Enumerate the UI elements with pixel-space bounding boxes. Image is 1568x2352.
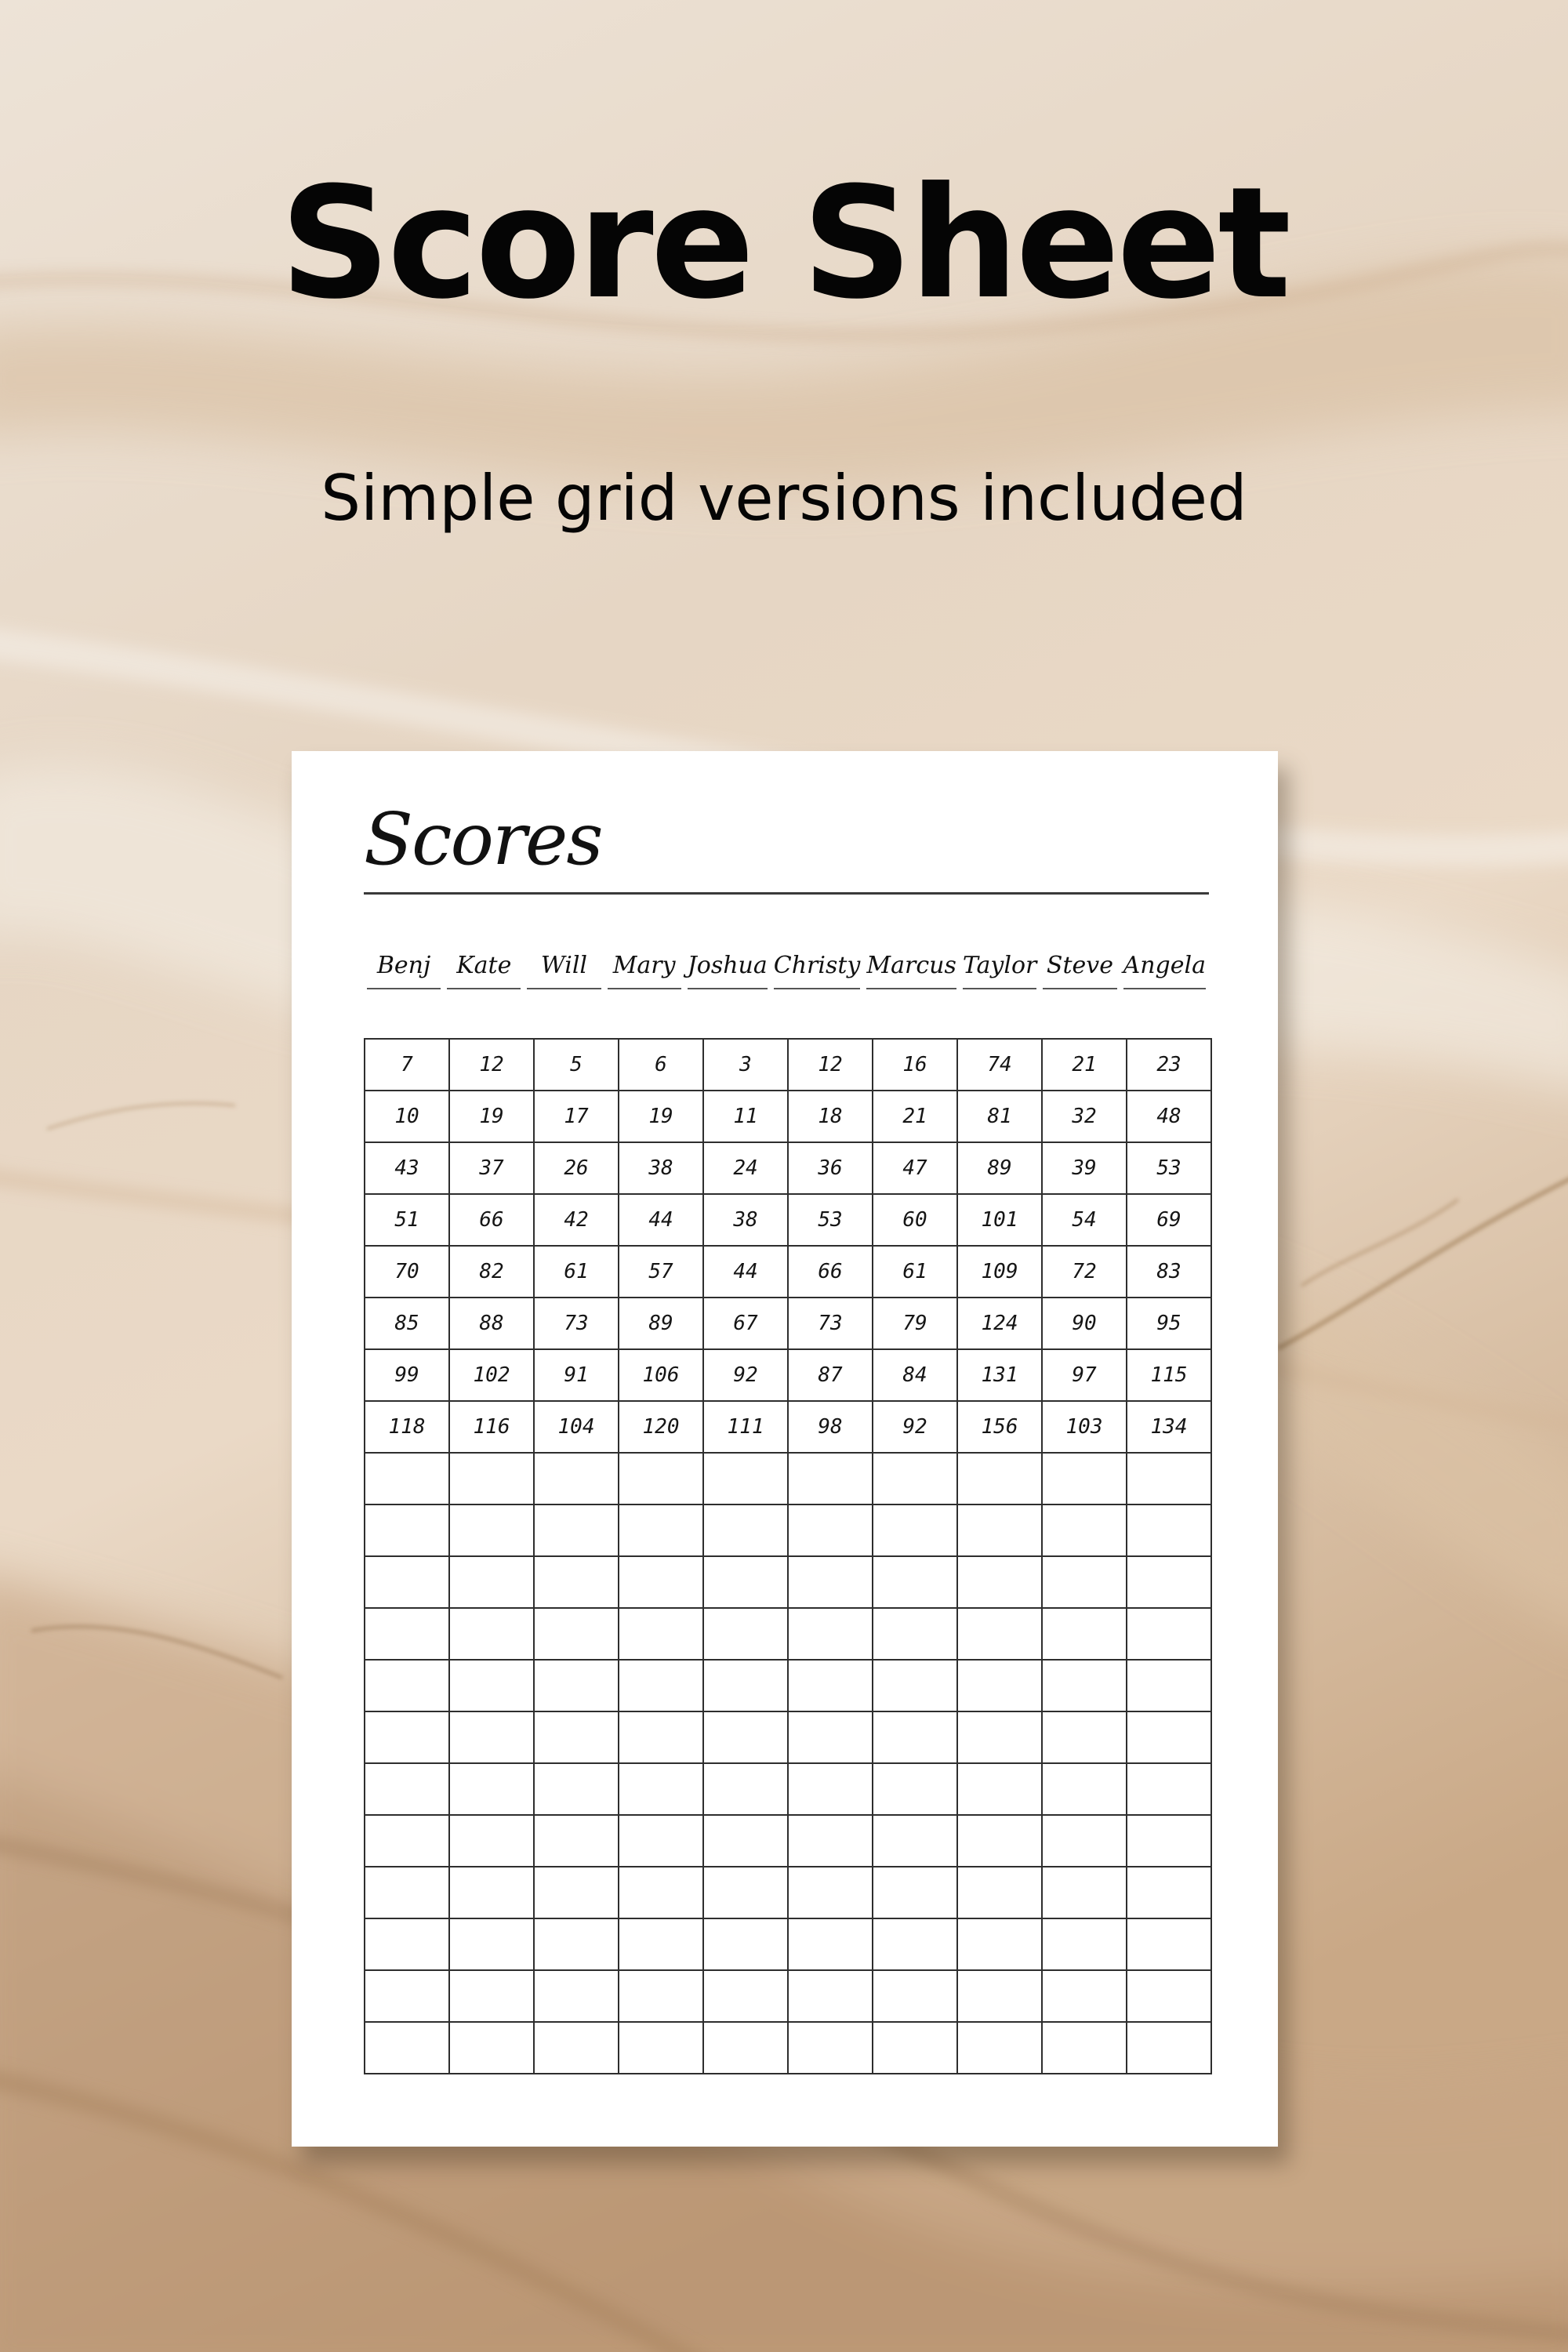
score-cell: 42 <box>534 1194 619 1246</box>
score-cell: 74 <box>957 1039 1042 1091</box>
score-cell: 106 <box>619 1349 703 1401</box>
score-cell: 81 <box>957 1091 1042 1142</box>
score-cell: 12 <box>449 1039 534 1091</box>
score-cell <box>873 1815 957 1867</box>
score-cell <box>365 1504 449 1556</box>
score-cell <box>703 1660 788 1711</box>
player-name-row <box>364 950 1209 989</box>
score-cell <box>449 2022 534 2074</box>
score-cell <box>703 1504 788 1556</box>
score-cell: 97 <box>1042 1349 1127 1401</box>
score-cell <box>703 1556 788 1608</box>
score-cell <box>1042 1453 1127 1504</box>
score-cell <box>449 1918 534 1970</box>
score-cell: 7 <box>365 1039 449 1091</box>
score-cell: 84 <box>873 1349 957 1401</box>
empty-score-row <box>365 1504 1211 1556</box>
score-cell <box>1042 1660 1127 1711</box>
score-cell: 73 <box>534 1298 619 1349</box>
score-cell <box>788 1660 873 1711</box>
score-cell <box>703 1711 788 1763</box>
score-cell <box>703 1453 788 1504</box>
score-cell <box>957 1970 1042 2022</box>
player-name: Taylor <box>963 950 1037 989</box>
score-cell: 116 <box>449 1401 534 1453</box>
score-cell: 11 <box>703 1091 788 1142</box>
score-cell: 89 <box>619 1298 703 1349</box>
score-cell <box>534 1867 619 1918</box>
score-cell <box>534 1815 619 1867</box>
score-cell <box>1042 1763 1127 1815</box>
score-cell: 44 <box>619 1194 703 1246</box>
score-cell: 16 <box>873 1039 957 1091</box>
score-cell <box>534 1970 619 2022</box>
score-cell <box>619 1711 703 1763</box>
score-cell <box>619 1815 703 1867</box>
score-cell <box>619 1504 703 1556</box>
score-cell: 67 <box>703 1298 788 1349</box>
score-cell <box>619 1867 703 1918</box>
player-name: Kate <box>447 950 521 989</box>
score-row <box>365 1194 1211 1246</box>
score-row <box>365 1039 1211 1091</box>
score-cell: 53 <box>788 1194 873 1246</box>
score-cell: 61 <box>534 1246 619 1298</box>
score-cell <box>703 1918 788 1970</box>
score-cell <box>1042 2022 1127 2074</box>
score-cell: 38 <box>619 1142 703 1194</box>
score-cell <box>365 1970 449 2022</box>
player-name: Steve <box>1043 950 1116 989</box>
score-cell <box>449 1660 534 1711</box>
score-cell: 48 <box>1127 1091 1211 1142</box>
score-cell <box>788 1504 873 1556</box>
score-cell <box>1042 1918 1127 1970</box>
score-cell <box>957 1763 1042 1815</box>
score-cell <box>619 1970 703 2022</box>
score-cell <box>365 1867 449 1918</box>
player-name: Joshua <box>688 950 768 989</box>
score-cell <box>1127 1504 1211 1556</box>
score-cell: 6 <box>619 1039 703 1091</box>
score-row <box>365 1246 1211 1298</box>
score-cell <box>1127 1608 1211 1660</box>
score-cell <box>703 1867 788 1918</box>
empty-score-row <box>365 1918 1211 1970</box>
score-cell <box>703 1815 788 1867</box>
score-cell: 72 <box>1042 1246 1127 1298</box>
score-cell <box>788 1711 873 1763</box>
score-cell: 38 <box>703 1194 788 1246</box>
score-cell <box>534 1556 619 1608</box>
score-cell: 47 <box>873 1142 957 1194</box>
score-cell <box>534 1453 619 1504</box>
score-cell <box>534 1711 619 1763</box>
score-cell <box>449 1867 534 1918</box>
score-cell: 12 <box>788 1039 873 1091</box>
score-cell <box>788 1867 873 1918</box>
empty-score-row <box>365 1763 1211 1815</box>
sheet-heading: Scores <box>364 797 602 881</box>
score-cell <box>365 1608 449 1660</box>
score-cell <box>449 1608 534 1660</box>
score-row <box>365 1298 1211 1349</box>
score-cell <box>873 1711 957 1763</box>
score-cell <box>449 1711 534 1763</box>
score-cell: 124 <box>957 1298 1042 1349</box>
score-cell: 61 <box>873 1246 957 1298</box>
score-cell: 79 <box>873 1298 957 1349</box>
score-cell <box>365 1660 449 1711</box>
score-cell <box>1127 1815 1211 1867</box>
score-cell <box>957 1453 1042 1504</box>
score-cell <box>449 1504 534 1556</box>
score-cell <box>619 1763 703 1815</box>
empty-score-row <box>365 1660 1211 1711</box>
player-name: Angela <box>1123 950 1206 989</box>
score-cell <box>1127 1660 1211 1711</box>
score-cell <box>619 2022 703 2074</box>
score-cell: 89 <box>957 1142 1042 1194</box>
score-cell <box>703 1608 788 1660</box>
score-cell: 39 <box>1042 1142 1127 1194</box>
score-cell <box>534 1918 619 1970</box>
score-cell <box>534 1504 619 1556</box>
score-cell: 19 <box>449 1091 534 1142</box>
score-cell <box>1127 1867 1211 1918</box>
page-subtitle: Simple grid versions included <box>321 462 1247 535</box>
score-cell: 60 <box>873 1194 957 1246</box>
score-cell: 19 <box>619 1091 703 1142</box>
score-cell <box>534 1608 619 1660</box>
score-sheet-paper <box>292 751 1278 2147</box>
empty-score-row <box>365 1815 1211 1867</box>
empty-score-row <box>365 1867 1211 1918</box>
score-cell <box>1042 1970 1127 2022</box>
score-cell <box>365 1918 449 1970</box>
score-cell: 111 <box>703 1401 788 1453</box>
score-cell: 99 <box>365 1349 449 1401</box>
score-cell <box>957 1504 1042 1556</box>
score-cell <box>1042 1504 1127 1556</box>
score-cell <box>788 1763 873 1815</box>
score-cell: 17 <box>534 1091 619 1142</box>
score-cell <box>534 1660 619 1711</box>
score-cell: 5 <box>534 1039 619 1091</box>
score-cell: 57 <box>619 1246 703 1298</box>
score-cell: 23 <box>1127 1039 1211 1091</box>
score-cell: 103 <box>1042 1401 1127 1453</box>
score-cell <box>365 1763 449 1815</box>
score-cell <box>873 1504 957 1556</box>
score-cell: 82 <box>449 1246 534 1298</box>
score-cell <box>957 1660 1042 1711</box>
score-cell <box>788 1608 873 1660</box>
score-cell <box>873 1453 957 1504</box>
score-cell <box>788 1453 873 1504</box>
score-cell <box>1127 1711 1211 1763</box>
empty-score-row <box>365 1711 1211 1763</box>
score-cell: 66 <box>449 1194 534 1246</box>
score-cell: 53 <box>1127 1142 1211 1194</box>
score-cell <box>449 1815 534 1867</box>
score-cell: 44 <box>703 1246 788 1298</box>
score-cell <box>1042 1815 1127 1867</box>
score-cell: 32 <box>1042 1091 1127 1142</box>
score-cell: 66 <box>788 1246 873 1298</box>
score-cell: 24 <box>703 1142 788 1194</box>
score-cell <box>957 1918 1042 1970</box>
score-cell: 118 <box>365 1401 449 1453</box>
score-cell <box>788 1556 873 1608</box>
score-cell <box>449 1970 534 2022</box>
score-cell <box>365 1815 449 1867</box>
score-cell: 70 <box>365 1246 449 1298</box>
score-cell: 43 <box>365 1142 449 1194</box>
score-cell <box>619 1918 703 1970</box>
score-cell: 92 <box>873 1401 957 1453</box>
score-cell <box>1042 1711 1127 1763</box>
score-cell: 21 <box>1042 1039 1127 1091</box>
score-cell: 104 <box>534 1401 619 1453</box>
score-row <box>365 1142 1211 1194</box>
player-name: Will <box>527 950 601 989</box>
player-name: Benj <box>367 950 441 989</box>
empty-score-row <box>365 1556 1211 1608</box>
score-cell: 26 <box>534 1142 619 1194</box>
score-cell: 101 <box>957 1194 1042 1246</box>
score-cell <box>788 1815 873 1867</box>
score-cell: 21 <box>873 1091 957 1142</box>
score-cell: 98 <box>788 1401 873 1453</box>
score-cell: 102 <box>449 1349 534 1401</box>
score-cell <box>873 1867 957 1918</box>
score-cell: 115 <box>1127 1349 1211 1401</box>
score-row <box>365 1091 1211 1142</box>
score-cell <box>1127 2022 1211 2074</box>
score-grid <box>364 1038 1212 2074</box>
player-name: Mary <box>608 950 681 989</box>
score-cell <box>1127 1453 1211 1504</box>
score-row <box>365 1401 1211 1453</box>
score-cell: 83 <box>1127 1246 1211 1298</box>
score-cell <box>873 1556 957 1608</box>
heading-divider <box>364 892 1209 895</box>
empty-score-row <box>365 1453 1211 1504</box>
score-cell: 51 <box>365 1194 449 1246</box>
score-cell <box>449 1453 534 1504</box>
score-cell <box>703 2022 788 2074</box>
score-cell <box>534 1763 619 1815</box>
empty-score-row <box>365 1970 1211 2022</box>
score-cell <box>957 1867 1042 1918</box>
score-cell <box>873 2022 957 2074</box>
score-cell <box>957 1815 1042 1867</box>
score-cell <box>703 1970 788 2022</box>
score-cell: 90 <box>1042 1298 1127 1349</box>
score-cell <box>873 1918 957 1970</box>
score-cell <box>365 2022 449 2074</box>
score-cell <box>449 1763 534 1815</box>
score-cell <box>703 1763 788 1815</box>
score-cell <box>788 2022 873 2074</box>
player-name: Christy <box>774 950 861 989</box>
score-cell <box>365 1453 449 1504</box>
score-cell: 156 <box>957 1401 1042 1453</box>
score-cell <box>957 1608 1042 1660</box>
score-cell <box>873 1970 957 2022</box>
score-cell <box>1127 1763 1211 1815</box>
score-cell <box>1042 1556 1127 1608</box>
score-cell <box>957 1556 1042 1608</box>
score-cell: 3 <box>703 1039 788 1091</box>
score-cell <box>449 1556 534 1608</box>
score-cell <box>1127 1556 1211 1608</box>
score-cell: 36 <box>788 1142 873 1194</box>
score-cell <box>1127 1918 1211 1970</box>
score-cell <box>873 1608 957 1660</box>
score-cell <box>534 2022 619 2074</box>
score-cell: 88 <box>449 1298 534 1349</box>
score-cell: 95 <box>1127 1298 1211 1349</box>
score-cell <box>619 1660 703 1711</box>
score-cell: 73 <box>788 1298 873 1349</box>
score-cell: 131 <box>957 1349 1042 1401</box>
score-cell: 85 <box>365 1298 449 1349</box>
empty-score-row <box>365 2022 1211 2074</box>
score-cell: 87 <box>788 1349 873 1401</box>
page-title: Score Sheet <box>279 154 1289 333</box>
score-cell <box>365 1711 449 1763</box>
score-cell: 37 <box>449 1142 534 1194</box>
score-cell <box>788 1970 873 2022</box>
score-cell: 10 <box>365 1091 449 1142</box>
score-cell <box>1042 1608 1127 1660</box>
empty-score-row <box>365 1608 1211 1660</box>
score-cell <box>1127 1970 1211 2022</box>
score-cell <box>873 1660 957 1711</box>
score-cell: 69 <box>1127 1194 1211 1246</box>
score-cell <box>619 1556 703 1608</box>
score-cell: 120 <box>619 1401 703 1453</box>
score-cell <box>957 2022 1042 2074</box>
score-cell: 18 <box>788 1091 873 1142</box>
score-row <box>365 1349 1211 1401</box>
score-cell: 54 <box>1042 1194 1127 1246</box>
score-cell <box>365 1556 449 1608</box>
player-name: Marcus <box>866 950 956 989</box>
score-cell <box>788 1918 873 1970</box>
score-cell <box>619 1453 703 1504</box>
score-cell <box>873 1763 957 1815</box>
score-cell: 109 <box>957 1246 1042 1298</box>
score-cell: 134 <box>1127 1401 1211 1453</box>
score-cell: 91 <box>534 1349 619 1401</box>
score-cell: 92 <box>703 1349 788 1401</box>
score-cell <box>1042 1867 1127 1918</box>
score-cell <box>957 1711 1042 1763</box>
score-cell <box>619 1608 703 1660</box>
score-grid-body <box>365 1039 1211 2074</box>
